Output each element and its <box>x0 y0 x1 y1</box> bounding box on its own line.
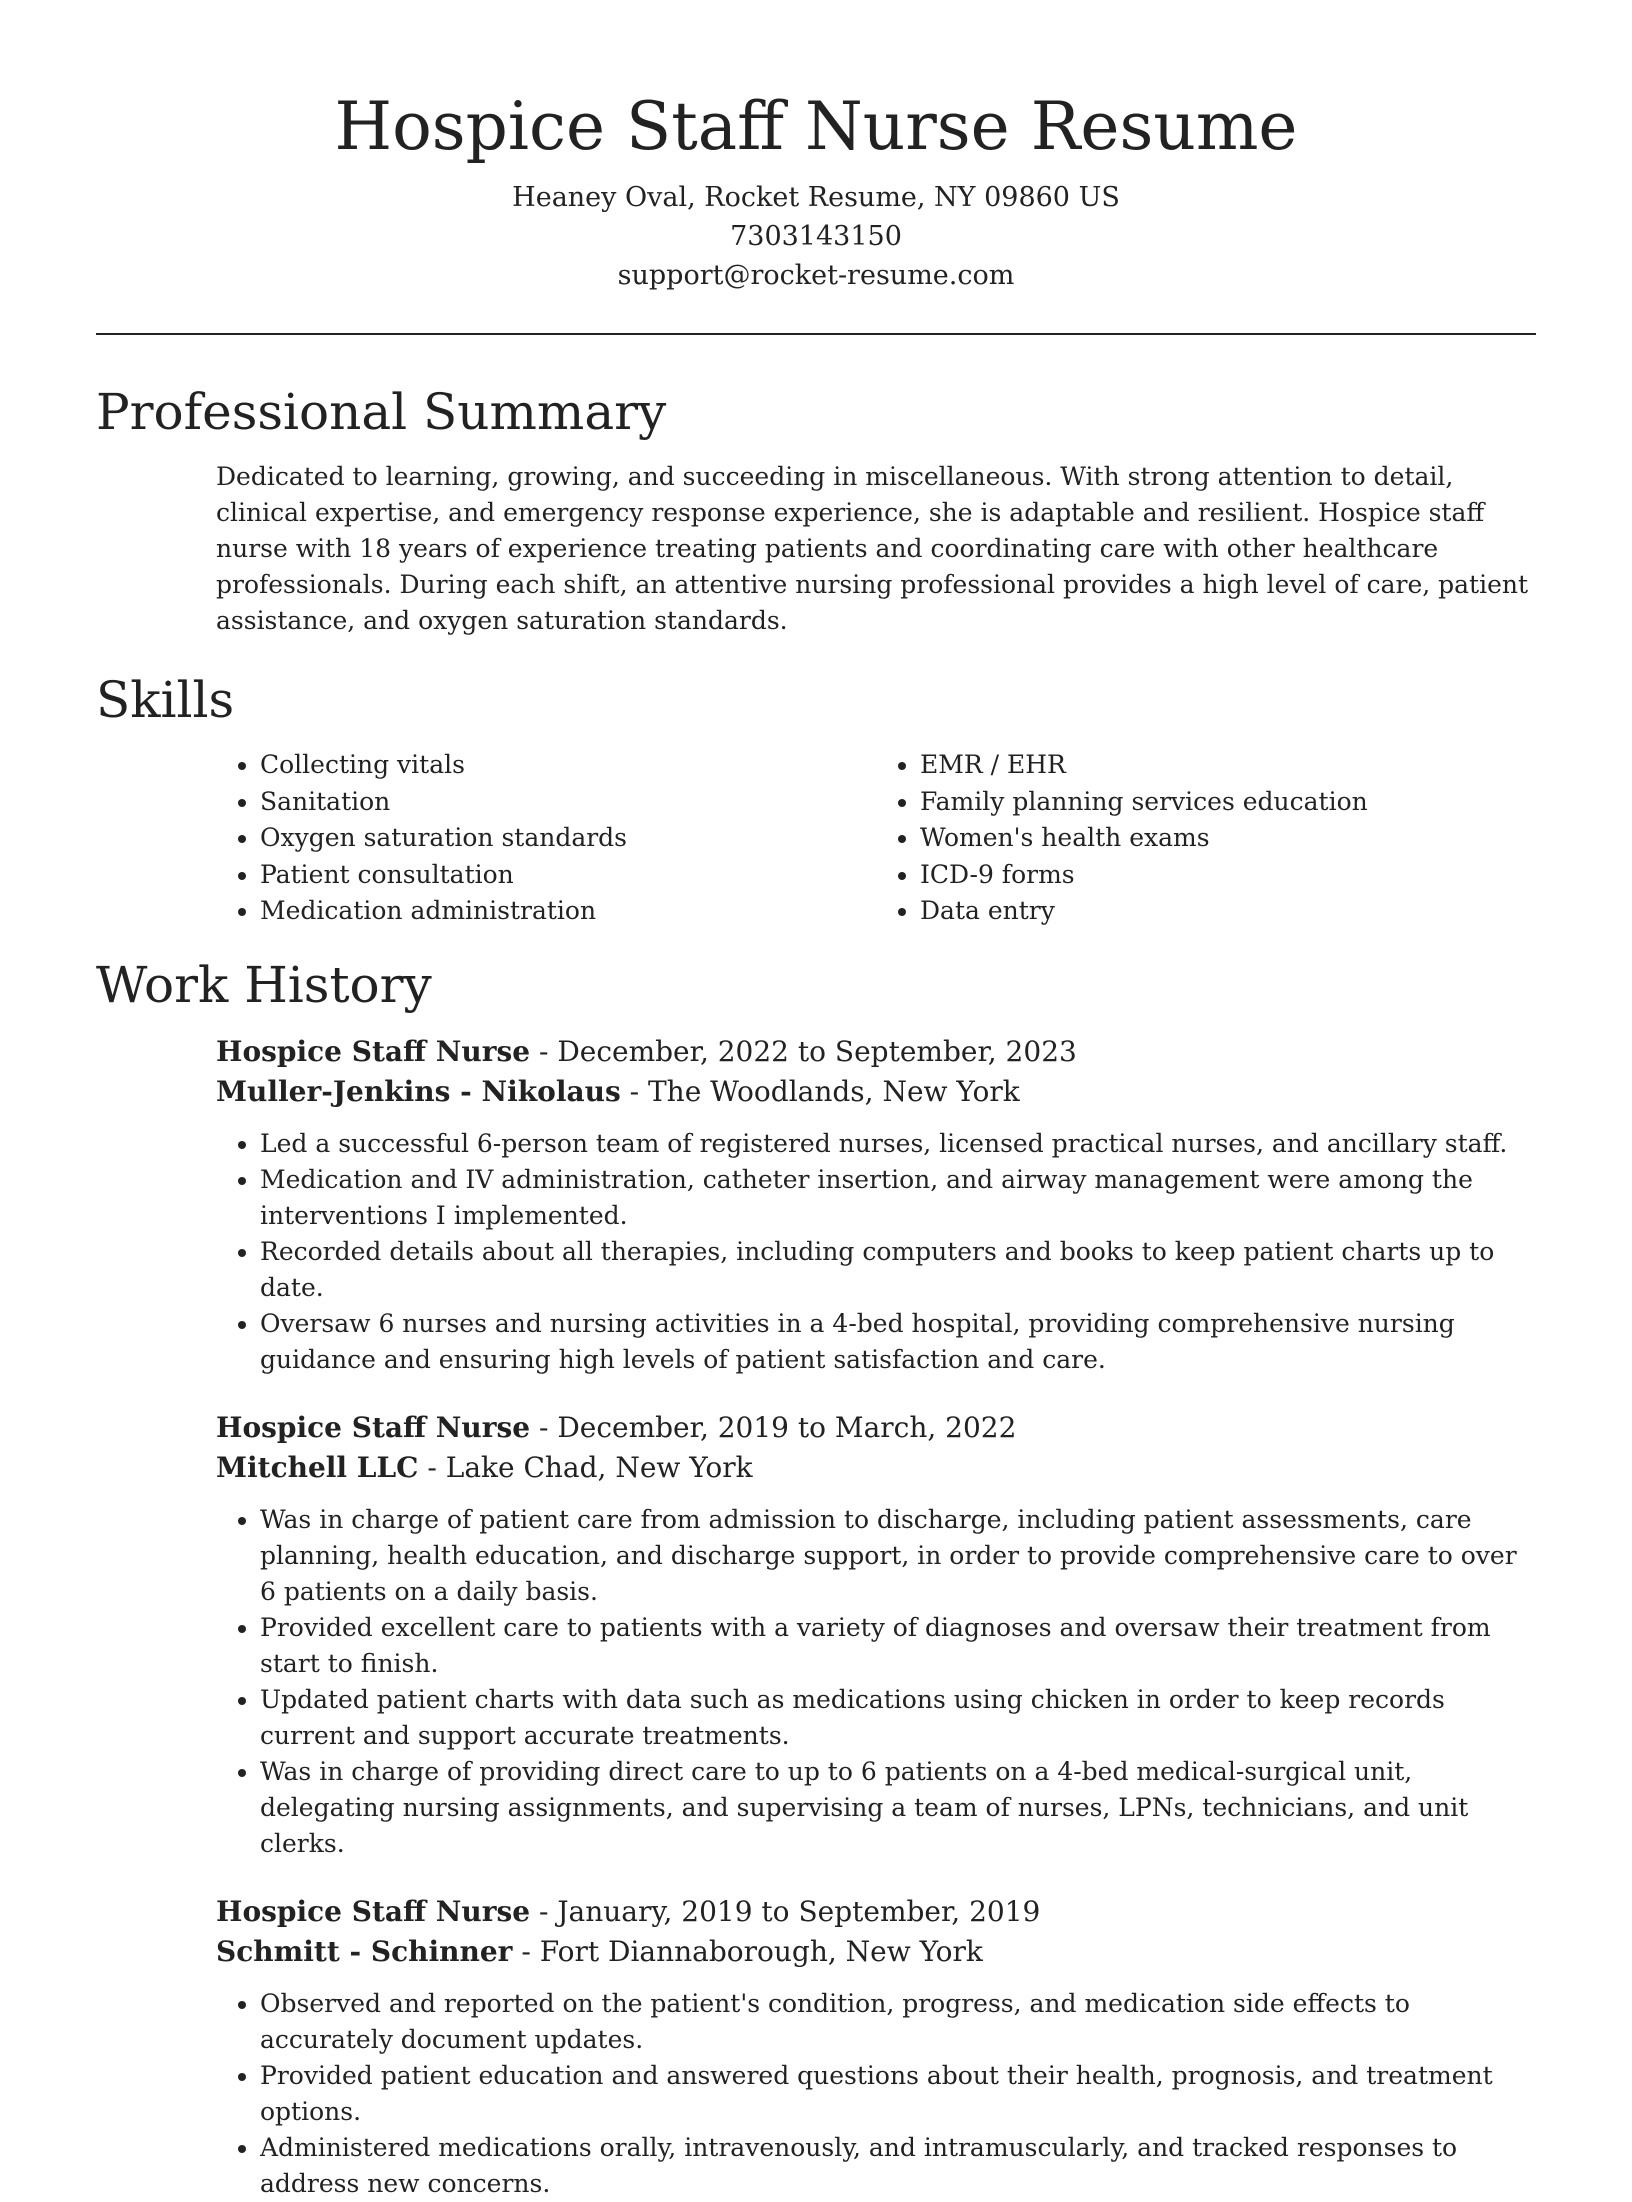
separator: - <box>629 1074 640 1108</box>
job-dates: January, 2019 to September, 2019 <box>557 1894 1041 1928</box>
job-bullet: • Was in charge of patient care from admission to discharge, including patient assessments, care planning, health education, and discharge support, in order to provide comprehensive care to over 6 patients on a daily basis. <box>260 1502 1536 1610</box>
job-company-line <box>216 1448 1536 1488</box>
skill-item: • Women's health exams <box>920 820 1536 857</box>
resume-title: Hospice Staff Nurse Resume <box>334 88 1298 165</box>
skill-item: • Family planning services education <box>920 784 1536 821</box>
job-entry-3 <box>216 1892 1536 2202</box>
contact-block <box>96 178 1536 295</box>
job-dates: December, 2019 to March, 2022 <box>557 1410 1017 1444</box>
skill-item: • ICD-9 forms <box>920 857 1536 894</box>
contact-address: Heaney Oval, Rocket Resume, NY 09860 US <box>512 182 1120 213</box>
resume-page <box>96 0 1536 2202</box>
skills-section <box>96 667 1536 930</box>
separator: - <box>427 1450 437 1484</box>
separator: - <box>538 1034 549 1068</box>
contact-phone: 7303143150 <box>730 221 902 252</box>
job-bullet: • Oversaw 6 nurses and nursing activities in a 4-bed hospital, providing comprehensive nursing guidance and ensuring high levels of patient satisfaction and care. <box>260 1306 1536 1378</box>
job-bullet: • Provided patient education and answered questions about their health, prognosis, and treatment options. <box>260 2058 1536 2130</box>
skills-column-left <box>216 747 876 930</box>
job-entry-1 <box>216 1032 1536 1378</box>
skill-item: • Data entry <box>920 893 1536 930</box>
work-history-section <box>96 952 1536 2202</box>
contact-email: support@rocket-resume.com <box>617 260 1015 291</box>
job-company-line <box>216 1072 1536 1112</box>
skill-item: • Collecting vitals <box>260 747 876 784</box>
summary-heading: Professional Summary <box>96 383 667 441</box>
job-bullet: • Administered medications orally, intravenously, and intramuscularly, and tracked responses to address new concerns. <box>260 2130 1536 2202</box>
job-entry-2 <box>216 1408 1536 1862</box>
job-bullets <box>216 1502 1536 1862</box>
job-role: Hospice Staff Nurse <box>216 1034 531 1068</box>
job-bullet: • Observed and reported on the patient's condition, progress, and medication side effects to accurately document updates. <box>260 1986 1536 2058</box>
skill-item: • Patient consultation <box>260 857 876 894</box>
job-bullet: • Updated patient charts with data such as medications using chicken in order to keep records current and support accurate treatments. <box>260 1682 1536 1754</box>
work-history-heading: Work History <box>96 955 432 1014</box>
job-title-line <box>216 1032 1536 1072</box>
job-company: Schmitt - Schinner <box>216 1934 513 1968</box>
skills-grid <box>216 747 1536 930</box>
separator: - <box>538 1410 549 1444</box>
summary-text: Dedicated to learning, growing, and succeeding in miscellaneous. With strong attention to detail, clinical expertise, and emergency response experience, she is adaptable and resilient. Hospice staff nurse with 18 years of experience treating patients and coordinating care with other healthcare professionals. During each shift, an attentive nursing professional provides a high level of care, patient assistance, and oxygen saturation standards. <box>216 462 1529 635</box>
job-location: Fort Diannaborough, New York <box>539 1934 983 1968</box>
job-bullets <box>216 1126 1536 1378</box>
job-bullet: • Was in charge of providing direct care to up to 6 patients on a 4-bed medical-surgical unit, delegating nursing assignments, and supervising a team of nurses, LPNs, technicians, and unit clerks. <box>260 1754 1536 1862</box>
skill-item: • EMR / EHR <box>920 747 1536 784</box>
resume-header <box>96 0 1536 295</box>
job-role: Hospice Staff Nurse <box>216 1894 531 1928</box>
summary-section <box>96 379 1536 639</box>
job-bullet: • Provided excellent care to patients with a variety of diagnoses and oversaw their treatment from start to finish. <box>260 1610 1536 1682</box>
job-company: Muller-Jenkins - Nikolaus <box>216 1074 621 1108</box>
job-company-line <box>216 1932 1536 1972</box>
separator: - <box>538 1894 549 1928</box>
job-company: Mitchell LLC <box>216 1450 419 1484</box>
job-bullet: • Recorded details about all therapies, including computers and books to keep patient charts up to date. <box>260 1234 1536 1306</box>
separator: - <box>521 1934 531 1968</box>
job-bullet: • Led a successful 6-person team of registered nurses, licensed practical nurses, and ancillary staff. <box>260 1126 1536 1162</box>
job-location: Lake Chad, New York <box>445 1450 753 1484</box>
header-divider <box>96 333 1536 335</box>
skills-column-right <box>876 747 1536 930</box>
skill-item: • Oxygen saturation standards <box>260 820 876 857</box>
job-bullets <box>216 1986 1536 2202</box>
job-title-line <box>216 1408 1536 1448</box>
job-bullet: • Medication and IV administration, catheter insertion, and airway management were among the interventions I implemented. <box>260 1162 1536 1234</box>
skills-heading: Skills <box>96 671 235 729</box>
job-role: Hospice Staff Nurse <box>216 1410 531 1444</box>
job-location: The Woodlands, New York <box>648 1074 1020 1108</box>
skill-item: • Medication administration <box>260 893 876 930</box>
job-dates: December, 2022 to September, 2023 <box>557 1034 1077 1068</box>
skill-item: • Sanitation <box>260 784 876 821</box>
job-title-line <box>216 1892 1536 1932</box>
